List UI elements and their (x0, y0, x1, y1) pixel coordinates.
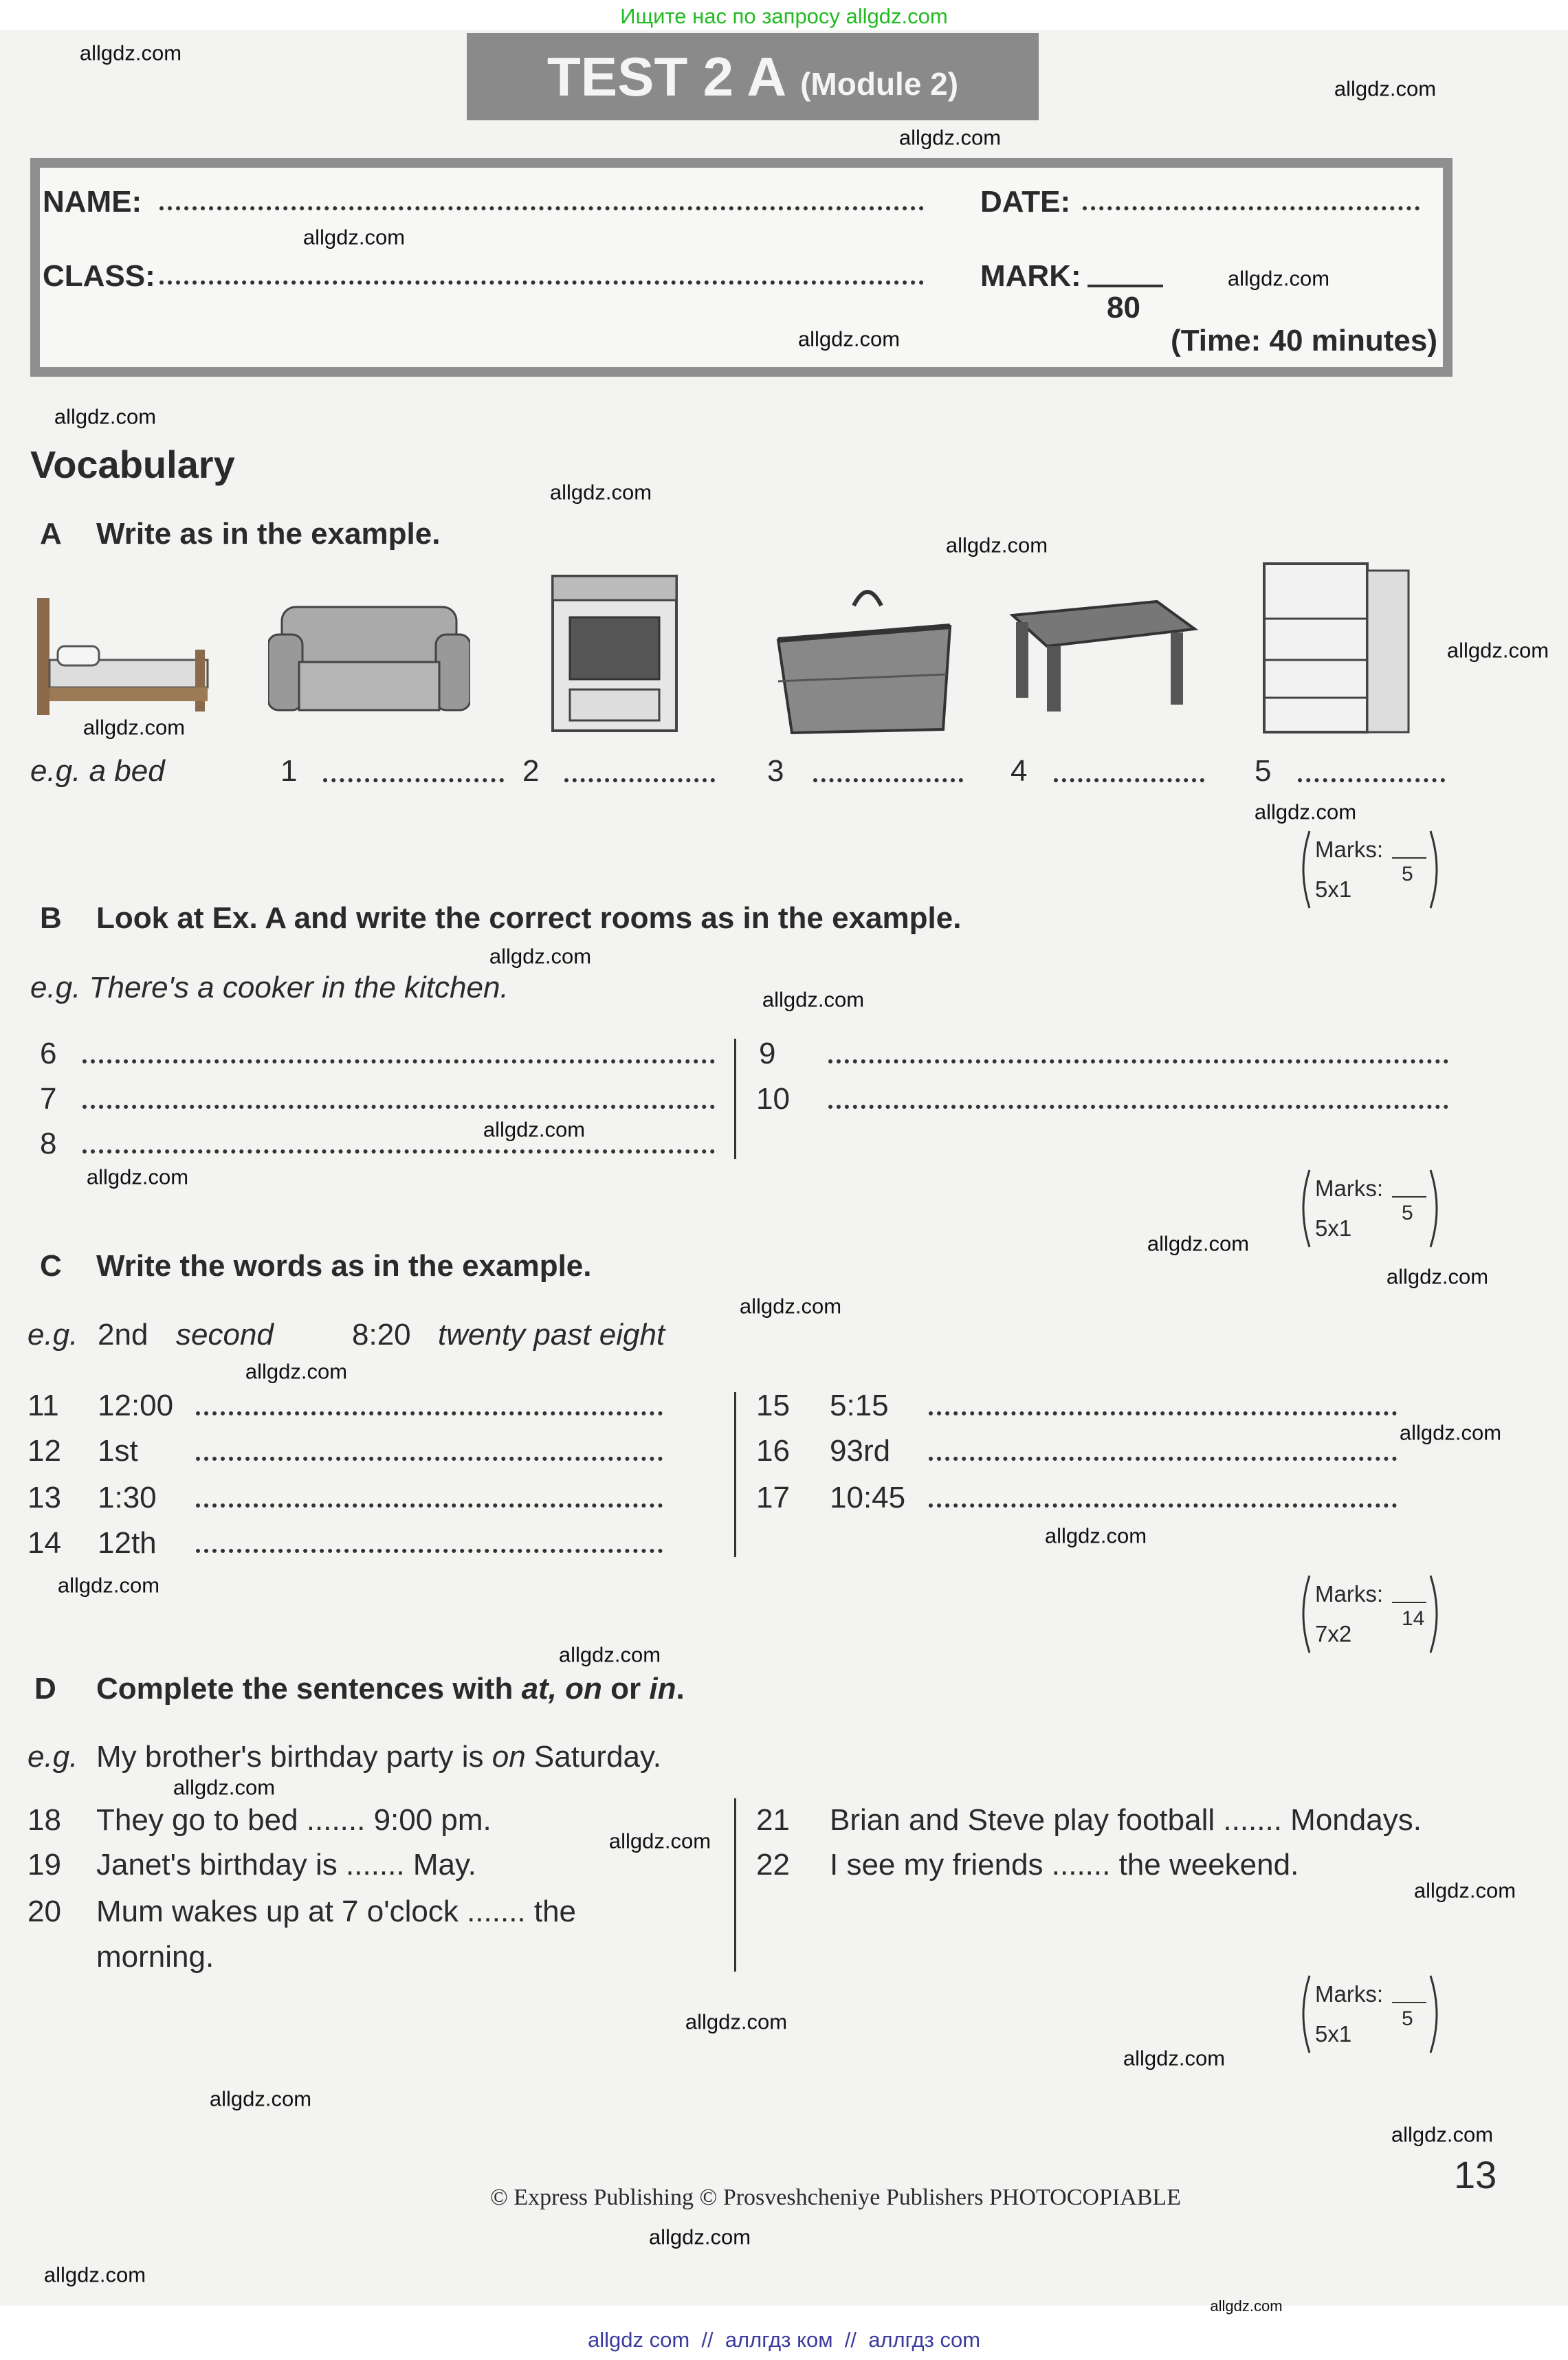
marks-total: 5 (1402, 2007, 1413, 2030)
answer-field-15[interactable] (929, 1411, 1397, 1415)
module-label: (Module 2) (800, 65, 959, 102)
answer-field-17[interactable] (929, 1503, 1397, 1508)
marks-multiplier: 5x1 (1315, 1215, 1352, 1241)
marks-label: Marks: (1315, 1581, 1383, 1607)
item-number: 18 (27, 1803, 61, 1837)
sentence-20-continued: morning. (96, 1940, 214, 1974)
example-ordinal-answer: second (176, 1318, 274, 1352)
marks-label: Marks: (1315, 1176, 1383, 1201)
watermark: allgdz.com (1254, 799, 1357, 824)
footer-banner[interactable]: allgdz com // аллгдз ком // аллгдз com (587, 2328, 981, 2352)
date-label: DATE: (980, 185, 1071, 219)
item-number: 21 (756, 1803, 790, 1837)
example-text: My brother's birthday party is (96, 1740, 492, 1774)
instruction-text: . (676, 1672, 685, 1706)
sentence-22[interactable]: I see my friends ....... the weekend. (830, 1848, 1299, 1882)
marks-multiplier: 5x1 (1315, 2021, 1352, 2047)
marks-label: Marks: (1315, 837, 1383, 862)
item-number: 3 (767, 754, 784, 788)
name-field[interactable] (159, 206, 924, 210)
answer-field-5[interactable] (1298, 778, 1445, 782)
date-field[interactable] (1083, 206, 1420, 210)
answer-field-10[interactable] (828, 1105, 1448, 1109)
watermark: allgdz.com (54, 404, 157, 429)
class-label: CLASS: (43, 259, 155, 293)
item-prompt: 12th (98, 1526, 157, 1560)
answer-field-14[interactable] (196, 1549, 663, 1553)
item-number: 4 (1011, 754, 1028, 788)
sentence-19[interactable]: Janet's birthday is ....... May. (96, 1848, 476, 1882)
item-number: 14 (27, 1526, 61, 1560)
sentence-21[interactable]: Brian and Steve play football ....... Mondays. (830, 1803, 1422, 1837)
marks-total: 14 (1402, 1607, 1425, 1630)
example-label: e.g. (27, 1318, 78, 1352)
exercise-d-letter: D (34, 1672, 56, 1706)
item-number: 6 (40, 1037, 57, 1070)
example-time-answer: twenty past eight (438, 1318, 665, 1352)
class-field[interactable] (159, 280, 924, 285)
watermark: allgdz.com (86, 1165, 189, 1189)
example-ordinal: 2nd (98, 1318, 148, 1352)
item-number: 19 (27, 1848, 61, 1882)
column-divider (734, 1039, 736, 1159)
instruction-text: Complete the sentences with (96, 1672, 522, 1706)
answer-field-9[interactable] (828, 1059, 1448, 1063)
watermark: allgdz.com (1227, 266, 1330, 291)
mark-field[interactable] (1087, 285, 1163, 287)
answer-field-3[interactable] (813, 778, 963, 782)
watermark: allgdz.com (173, 1775, 276, 1800)
exercise-a-instruction: Write as in the example. (96, 517, 441, 551)
exercise-b-letter: B (40, 901, 62, 935)
item-prompt: 1st (98, 1434, 138, 1468)
marks-total: 5 (1402, 863, 1413, 885)
watermark: allgdz.com (762, 987, 865, 1012)
item-number: 9 (759, 1037, 776, 1070)
test-title-box (467, 33, 1039, 120)
test-title: TEST 2 A (546, 45, 787, 107)
example-label: e.g. (27, 1740, 78, 1774)
copyright-line: © Express Publishing © Prosveshcheniye Publishers PHOTOCOPIABLE (490, 2185, 1181, 2210)
watermark: allgdz.com (1147, 1231, 1250, 1256)
watermark: allgdz.com (898, 125, 1002, 150)
answer-field-1[interactable] (323, 778, 504, 782)
example-answer: on (492, 1740, 526, 1774)
item-number: 20 (27, 1895, 61, 1928)
answer-field-11[interactable] (196, 1411, 663, 1415)
item-number: 13 (27, 1481, 61, 1514)
exercise-c-instruction: Write the words as in the example. (96, 1249, 592, 1283)
mark-label: MARK: (980, 259, 1081, 293)
watermark: allgdz.com (245, 1359, 348, 1384)
marks-box-b (1294, 1167, 1446, 1250)
watermark: allgdz.com (685, 2009, 788, 2034)
marks-box-c (1294, 1573, 1446, 1655)
watermark: allgdz.com (1446, 638, 1549, 663)
item-number: 16 (756, 1434, 790, 1468)
watermark: allgdz.com (209, 2086, 312, 2111)
answer-field-16[interactable] (929, 1457, 1397, 1461)
item-number: 5 (1255, 754, 1272, 788)
example-text: Saturday. (525, 1740, 661, 1774)
marks-label: Marks: (1315, 1981, 1383, 2007)
sentence-20[interactable]: Mum wakes up at 7 o'clock ....... the (96, 1895, 577, 1928)
watermark: allgdz.com (1210, 2297, 1283, 2315)
exercise-b-instruction: Look at Ex. A and write the correct rooms as in the example. (96, 901, 962, 935)
watermark: allgdz.com (1123, 2046, 1226, 2071)
item-prompt: 93rd (830, 1434, 891, 1468)
marks-box-d (1294, 1973, 1446, 2055)
table-picture (1006, 595, 1198, 715)
exercise-a-example: e.g. a bed (30, 754, 165, 788)
name-label: NAME: (43, 185, 142, 219)
bed-picture (30, 584, 219, 722)
watermark: allgdz.com (1399, 1420, 1502, 1445)
watermark: allgdz.com (1386, 1264, 1489, 1289)
time-limit: (Time: 40 minutes) (1171, 324, 1437, 357)
watermark: allgdz.com (558, 1642, 661, 1667)
top-banner[interactable]: Ищите нас по запросу allgdz.com (620, 4, 948, 28)
marks-box-a (1294, 828, 1446, 911)
exercise-d-example (96, 1742, 661, 1772)
watermark: allgdz.com (43, 2262, 146, 2287)
watermark: allgdz.com (648, 2225, 751, 2249)
watermark: allgdz.com (739, 1294, 842, 1319)
item-prompt: 12:00 (98, 1389, 174, 1422)
exercise-a-letter: A (40, 517, 62, 551)
cooker-picture (539, 569, 689, 738)
mark-total: 80 (1107, 291, 1140, 324)
item-prompt: 10:45 (830, 1481, 906, 1514)
watermark: allgdz.com (489, 944, 592, 969)
exercise-c-letter: C (40, 1249, 62, 1283)
page-number: 13 (1454, 2153, 1497, 2196)
item-number: 17 (756, 1481, 790, 1514)
example-time: 8:20 (352, 1318, 411, 1352)
watermark: allgdz.com (1391, 2122, 1494, 2147)
watermark: allgdz.com (1413, 1878, 1516, 1903)
item-number: 2 (522, 754, 540, 788)
instruction-options: at, on (521, 1672, 602, 1706)
fridge-picture (1257, 557, 1415, 738)
marks-multiplier: 5x1 (1315, 876, 1352, 902)
item-number: 11 (27, 1389, 59, 1422)
watermark: allgdz.com (483, 1117, 586, 1142)
answer-field-13[interactable] (196, 1503, 663, 1508)
answer-field-4[interactable] (1054, 778, 1204, 782)
exercise-b-example: e.g. There's a cooker in the kitchen. (30, 971, 509, 1004)
watermark: allgdz.com (549, 480, 652, 505)
marks-total: 5 (1402, 1202, 1413, 1224)
item-number: 15 (756, 1389, 790, 1422)
watermark: allgdz.com (1334, 76, 1437, 101)
item-number: 22 (756, 1848, 790, 1882)
item-number: 10 (756, 1082, 790, 1116)
column-divider (734, 1798, 736, 1972)
item-number: 12 (27, 1434, 61, 1468)
sentence-18[interactable]: They go to bed ....... 9:00 pm. (96, 1803, 492, 1837)
watermark: allgdz.com (57, 1573, 160, 1598)
watermark: allgdz.com (797, 327, 901, 351)
answer-field-8[interactable] (82, 1149, 715, 1154)
watermark: allgdz.com (608, 1829, 711, 1853)
item-number: 8 (40, 1127, 57, 1160)
sofa-picture (268, 580, 470, 724)
item-number: 1 (280, 754, 298, 788)
item-prompt: 5:15 (830, 1389, 889, 1422)
watermark: allgdz.com (82, 715, 186, 740)
watermark: allgdz.com (945, 533, 1048, 558)
item-prompt: 1:30 (98, 1481, 157, 1514)
answer-field-2[interactable] (564, 778, 715, 782)
answer-field-12[interactable] (196, 1457, 663, 1461)
instruction-text: or (601, 1672, 650, 1706)
instruction-options: in (649, 1672, 676, 1706)
bath-picture (764, 564, 964, 738)
exercise-d-instruction (96, 1674, 685, 1704)
marks-multiplier: 7x2 (1315, 1621, 1352, 1646)
item-number: 7 (40, 1082, 57, 1116)
answer-field-7[interactable] (82, 1105, 715, 1109)
section-title-vocabulary: Vocabulary (30, 443, 235, 486)
answer-field-6[interactable] (82, 1059, 715, 1063)
watermark: allgdz.com (1044, 1523, 1147, 1548)
column-divider (734, 1392, 736, 1557)
watermark: allgdz.com (302, 225, 406, 250)
watermark: allgdz.com (79, 41, 182, 65)
